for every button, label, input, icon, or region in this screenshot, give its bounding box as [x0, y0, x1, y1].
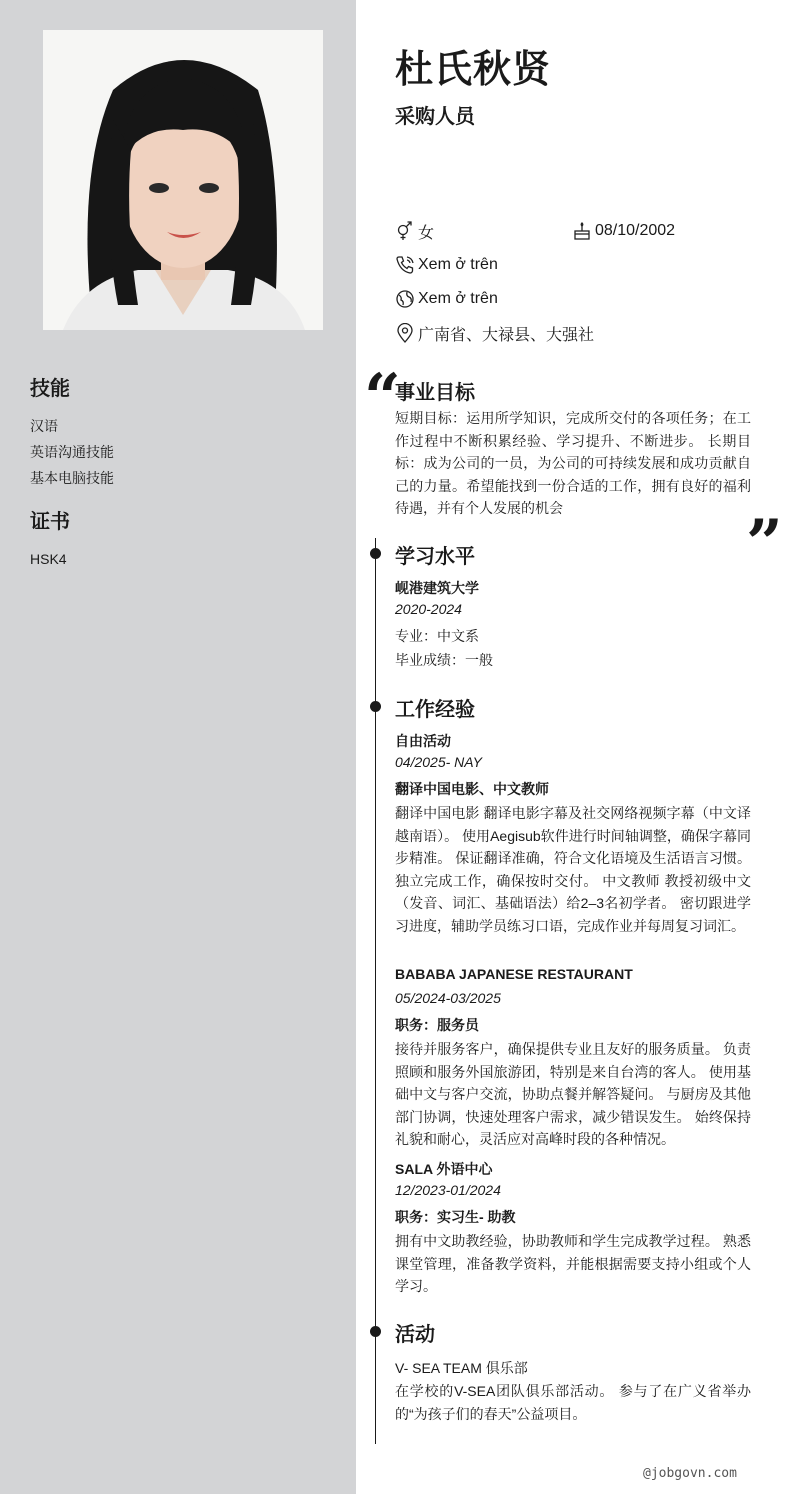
job-period: 05/2024-03/2025 — [395, 990, 501, 1006]
address-value: 广南省、大禄县、大强社 — [418, 326, 595, 344]
candidate-role: 采购人员 — [395, 106, 475, 128]
skill-item: 基本电脑技能 — [30, 470, 114, 486]
job-description: 拥有中文助教经验，协助教师和学生完成教学过程。 熟悉课堂管理，准备教学资料，并能根据需要支持小组或个人学习。 — [395, 1233, 751, 1294]
close-quote-icon: ” — [746, 512, 783, 552]
job-description: 翻译中国电影 翻译电影字幕及社交网络视频字幕（中文译越南语）。 使用Aegisub软件进行时间轴调整，确保字幕同步精准。 保证翻译准确，符合文化语境及生活语言习惯。 独立完成工作，确保按时交付。 中文教师 教授初级中文（发音、词汇、基础语法）给2–3名初学者。 密切跟进学习进度，辅助学员练习口语，完成作业并每周复习词汇。 — [395, 805, 751, 934]
education-period: 2020-2024 — [395, 601, 462, 617]
skill-item: 汉语 — [30, 418, 58, 434]
footer-watermark: @jobgovn.com — [643, 1466, 737, 1481]
profile-photo — [43, 30, 323, 330]
job-company: BABABA JAPANESE RESTAURANT — [395, 966, 633, 982]
job-position: 职务：实习生- 助教 — [395, 1209, 516, 1225]
candidate-name: 杜氏秋贤 — [395, 49, 552, 91]
education-title: 学习水平 — [395, 546, 475, 568]
job-company: 自由活动 — [395, 733, 451, 749]
gender-value: 女 — [418, 224, 435, 242]
phone-row — [395, 253, 498, 277]
job-period: 04/2025- NAY — [395, 754, 482, 770]
skill-item: 英语沟通技能 — [30, 444, 114, 460]
dob-value: 08/10/2002 — [595, 222, 676, 239]
job-position: 职务：服务员 — [395, 1017, 479, 1033]
certs-section — [30, 505, 330, 572]
activities-title: 活动 — [395, 1324, 435, 1346]
job-company: SALA 外语中心 — [395, 1161, 493, 1177]
objective-title: 事业目标 — [395, 382, 475, 404]
education-grade: 毕业成绩：一般 — [395, 652, 493, 668]
certs-title: 证书 — [30, 511, 70, 533]
phone-icon — [395, 255, 415, 275]
location-pin-icon — [395, 323, 415, 343]
activity-description: 在学校的V-SEA团队俱乐部活动。 参与了在广义省举办的“为孩子们的春天”公益项目。 — [395, 1383, 751, 1422]
gender-icon — [395, 221, 415, 241]
timeline-dot — [370, 548, 381, 559]
timeline-line — [375, 538, 376, 1444]
phone-value: Xem ở trên — [418, 256, 498, 273]
address-row — [395, 321, 594, 345]
email-value: Xem ở trên — [418, 290, 498, 307]
open-quote-icon: “ — [364, 366, 401, 406]
timeline-dot — [370, 701, 381, 712]
sidebar — [0, 0, 356, 1494]
objective-text: 短期目标：运用所学知识，完成所交付的各项任务；在工作过程中不断积累经验、学习提升、不断进步。 长期目标：成为公司的一员，为公司的可持续发展和成功贡献自己的力量。希望能找到一份合适的工作，拥有良好的福利待遇，并有个人发展的机会 — [395, 410, 751, 516]
school-name: 岘港建筑大学 — [395, 580, 479, 596]
skills-title: 技能 — [30, 378, 70, 400]
cert-item: HSK4 — [30, 551, 67, 567]
cake-icon — [572, 221, 592, 241]
job-period: 12/2023-01/2024 — [395, 1182, 501, 1198]
job-position: 翻译中国电影、中文教师 — [395, 781, 549, 797]
timeline-dot — [370, 1326, 381, 1337]
globe-icon — [395, 289, 415, 309]
gender-row — [395, 219, 434, 243]
dob-row — [572, 219, 675, 243]
email-row — [395, 287, 498, 311]
job-description: 接待并服务客户，确保提供专业且友好的服务质量。 负责照顾和服务外国旅游团，特别是来自台湾的客人。 使用基础中文与客户交流，协助点餐并解答疑问。 与厨房及其他部门协调，快速处理客户需求，减少错误发生。 始终保持礼貌和耐心，灵活应对高峰时段的各种情况。 — [395, 1041, 751, 1147]
experience-title: 工作经验 — [395, 699, 475, 721]
skills-section — [30, 372, 330, 491]
education-major: 专业：中文系 — [395, 628, 479, 644]
activity-org: V- SEA TEAM 俱乐部 — [395, 1360, 528, 1376]
